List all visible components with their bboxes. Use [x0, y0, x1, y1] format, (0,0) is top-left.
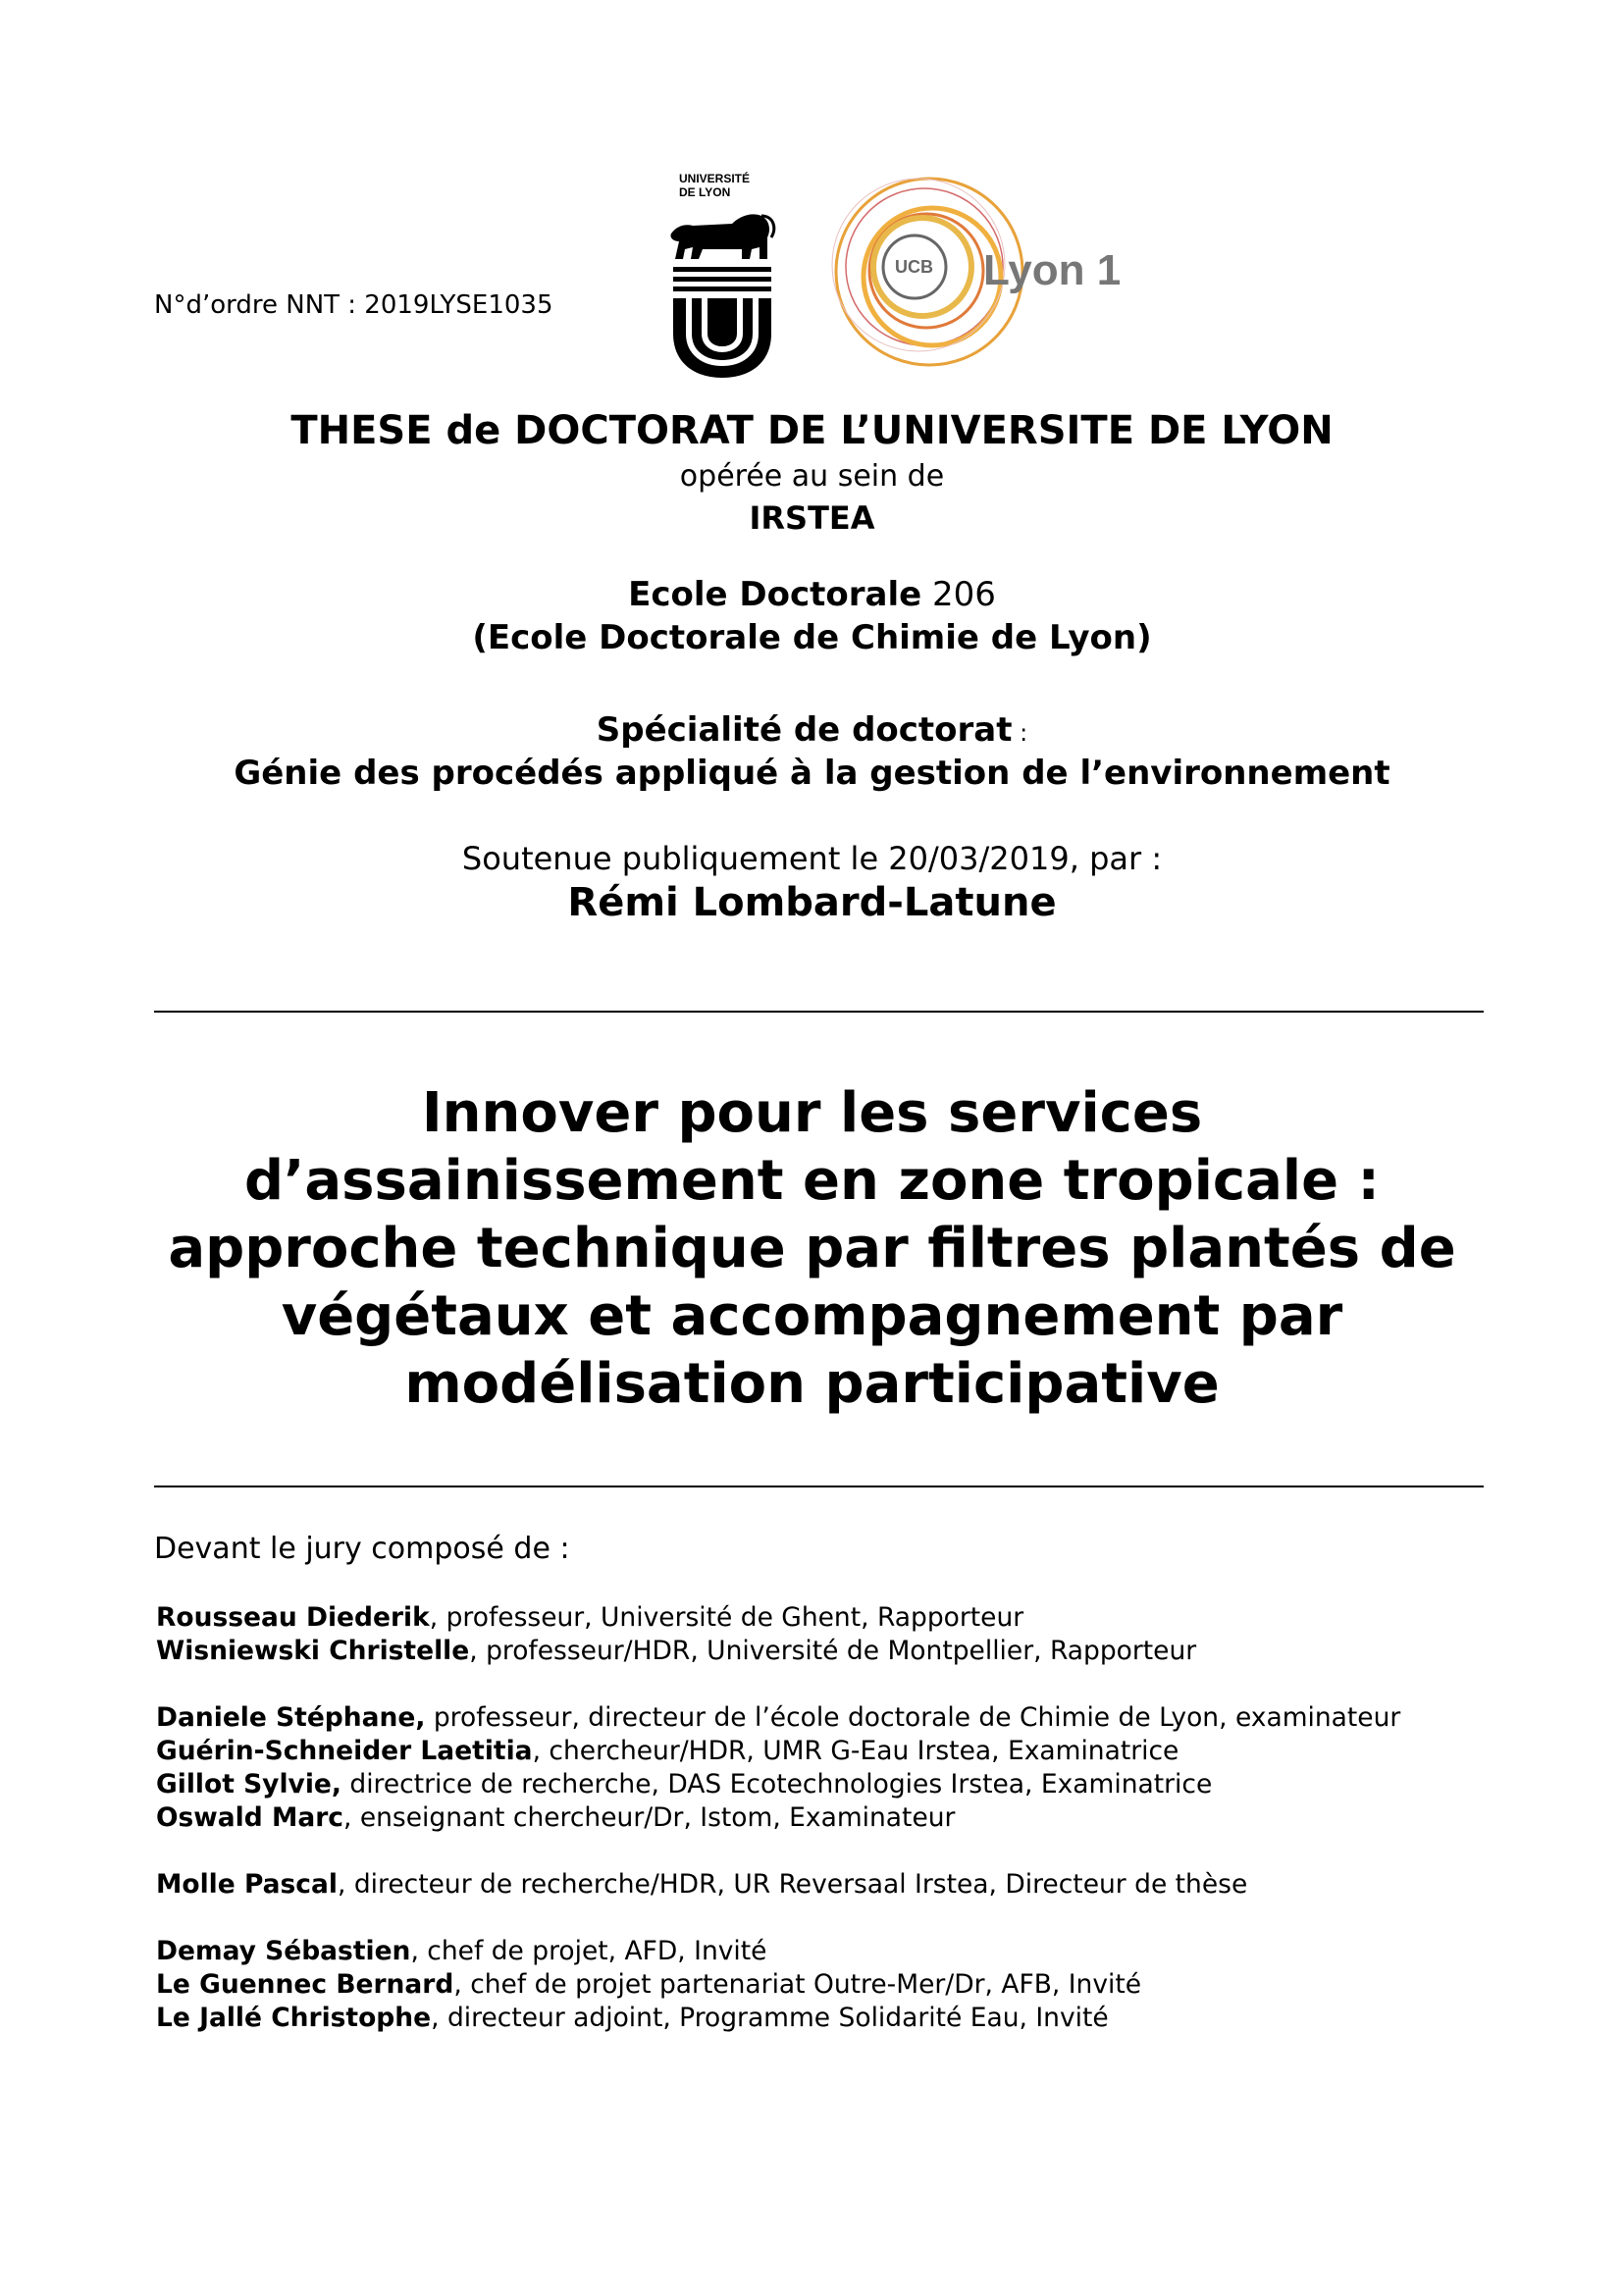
- thesis-title-line: Innover pour les services: [421, 1081, 1203, 1145]
- ucbl-lyon1-logo: [824, 169, 1128, 380]
- svg-text:UNIVERSITÉ: UNIVERSITÉ: [679, 172, 751, 185]
- bottom-divider: [154, 1486, 1484, 1487]
- jury-group-examinateurs: [156, 1701, 1400, 1835]
- specialite-line: [0, 710, 1624, 750]
- jury-member: [156, 1601, 1196, 1635]
- jury-member-role: professeur, directeur de l’école doctorale de Chimie de Lyon, examinateur: [425, 1702, 1401, 1733]
- jury-member-name: Le Jallé Christophe: [156, 2003, 432, 2033]
- jury-member-role: , chef de projet, AFD, Invité: [410, 1936, 767, 1966]
- ecole-full-name: (Ecole Doctorale de Chimie de Lyon): [472, 618, 1152, 657]
- jury-member: [156, 1935, 1141, 1968]
- jury-member-name: Demay Sébastien: [156, 1936, 411, 1966]
- thesis-title-line: d’assainissement en zone tropicale :: [244, 1149, 1380, 1213]
- jury-member: [156, 1768, 1400, 1801]
- jury-member-name: Gillot Sylvie,: [156, 1769, 341, 1799]
- thesis-heading: THESE de DOCTORAT DE L’UNIVERSITE DE LYON: [290, 408, 1334, 453]
- jury-group-invites: [156, 1935, 1141, 2035]
- jury-member-name: Daniele Stéphane,: [156, 1702, 426, 1733]
- jury-member-name: Rousseau Diederik: [156, 1602, 430, 1633]
- thesis-title-line: approche technique par filtres plantés de: [168, 1217, 1456, 1280]
- jury-member: [156, 1635, 1196, 1668]
- jury-member-role: , professeur/HDR, Université de Montpellier, Rapporteur: [469, 1636, 1197, 1666]
- jury-member: [156, 1868, 1247, 1902]
- ecole-number: 206: [921, 575, 996, 614]
- jury-group-directeur: [156, 1868, 1247, 1902]
- jury-group-rapporteurs: [156, 1601, 1196, 1668]
- specialite-colon: :: [1012, 719, 1028, 747]
- thesis-title-line: modélisation participative: [404, 1352, 1220, 1416]
- jury-member-role: , directeur adjoint, Programme Solidarité Eau, Invité: [431, 2003, 1109, 2033]
- defense-date: Soutenue publiquement le 20/03/2019, par :: [461, 840, 1163, 877]
- thesis-title: [0, 1079, 1624, 1418]
- jury-member-role: , directeur de recherche/HDR, UR Reversaal Irstea, Directeur de thèse: [337, 1869, 1248, 1900]
- jury-member-role: , chercheur/HDR, UMR G-Eau Irstea, Examinatrice: [532, 1736, 1179, 1766]
- svg-text:Lyon 1: Lyon 1: [983, 246, 1122, 294]
- jury-member: [156, 1801, 1400, 1835]
- ecole-label: Ecole Doctorale: [628, 575, 922, 614]
- jury-member-name: Guérin-Schneider Laetitia: [156, 1736, 533, 1766]
- nnt-number: N°d’ordre NNT : 2019LYSE1035: [154, 290, 553, 320]
- operee-text: opérée au sein de: [679, 459, 945, 494]
- svg-text:DE LYON: DE LYON: [679, 185, 731, 199]
- jury-member: [156, 2002, 1141, 2035]
- jury-member-name: Molle Pascal: [156, 1869, 338, 1900]
- ecole-doctorale-line: [0, 575, 1624, 614]
- jury-member: [156, 1735, 1400, 1768]
- jury-member-role: , chef de projet partenariat Outre-Mer/Dr, AFB, Invité: [453, 1969, 1142, 2000]
- jury-intro: Devant le jury composé de :: [154, 1532, 570, 1566]
- svg-text:UCB: UCB: [895, 257, 933, 277]
- jury-member-name: Le Guennec Bernard: [156, 1969, 454, 2000]
- top-divider: [154, 1011, 1484, 1013]
- jury-member-name: Wisniewski Christelle: [156, 1636, 470, 1666]
- jury-member: [156, 1701, 1400, 1735]
- specialite-label: Spécialité de doctorat: [596, 710, 1013, 750]
- thesis-title-line: végétaux et accompagnement par: [281, 1284, 1343, 1348]
- jury-member-name: Oswald Marc: [156, 1802, 343, 1833]
- jury-member-role: , professeur, Université de Ghent, Rapporteur: [429, 1602, 1024, 1633]
- universite-de-lyon-logo: [663, 169, 781, 380]
- author-name: Rémi Lombard-Latune: [567, 880, 1057, 925]
- jury-member-role: , enseignant chercheur/Dr, Istom, Examinateur: [342, 1802, 956, 1833]
- institution: IRSTEA: [749, 499, 875, 537]
- specialite-value: Génie des procédés appliqué à la gestion de l’environnement: [234, 754, 1390, 793]
- jury-member: [156, 1968, 1141, 2002]
- jury-member-role: directrice de recherche, DAS Ecotechnologies Irstea, Examinatrice: [341, 1769, 1213, 1799]
